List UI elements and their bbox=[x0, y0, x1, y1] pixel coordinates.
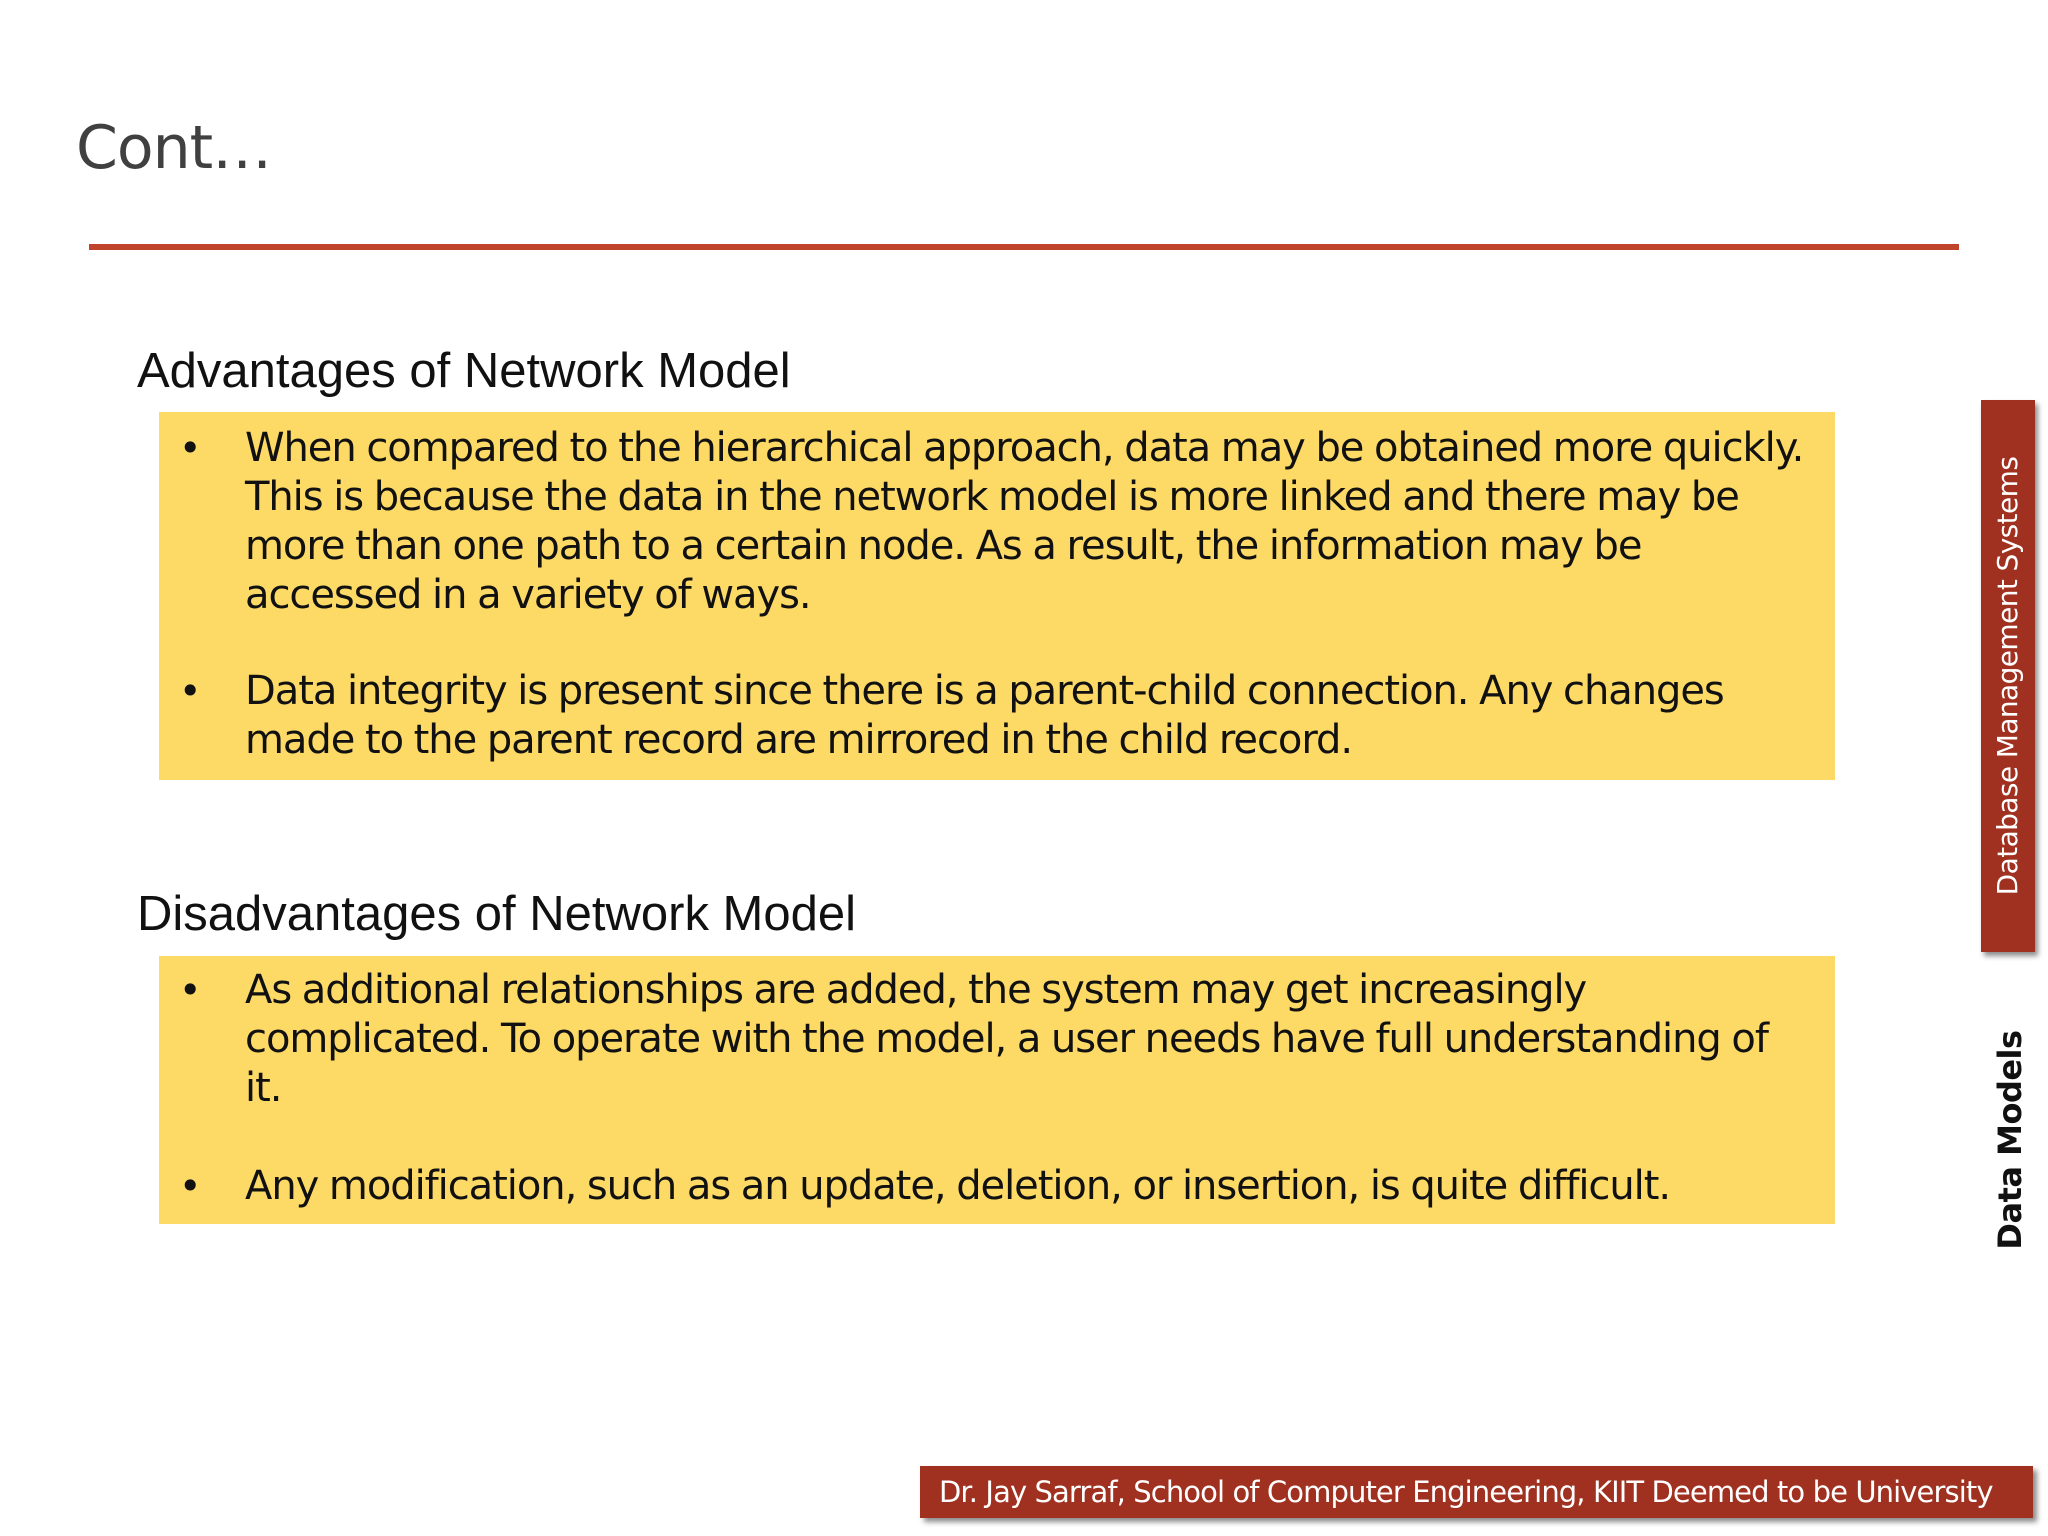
footer-credit-bar bbox=[920, 1466, 2033, 1518]
disadvantage-text-1: As additional relationships are added, the system may get increasingly complicated. To operate with the model, a user needs have full understanding of it. bbox=[245, 967, 1768, 1111]
advantages-heading: Advantages of Network Model bbox=[137, 344, 791, 398]
advantage-text-1: When compared to the hierarchical approach, data may be obtained more quickly. This is because the data in the network model is more linked and there may be more than one path to a certain node. As a result, the information may be accessed in a variety of ways. bbox=[245, 425, 1804, 618]
bullet-icon: • bbox=[179, 968, 202, 1012]
bullet-icon: • bbox=[179, 426, 202, 470]
advantage-text-2: Data integrity is present since there is a parent-child connection. Any changes made to the parent record are mirrored in the child record. bbox=[245, 668, 1724, 763]
course-side-tab bbox=[1981, 400, 2035, 952]
course-side-tab-label: Database Management Systems bbox=[1991, 456, 2024, 896]
disadvantages-box bbox=[159, 956, 1835, 1224]
topic-side-label: Data Models bbox=[1991, 1030, 2029, 1250]
slide-title: Cont… bbox=[76, 113, 272, 183]
disadvantage-text-2: Any modification, such as an update, deletion, or insertion, is quite difficult. bbox=[245, 1163, 1671, 1209]
advantages-box bbox=[159, 412, 1835, 780]
footer-credit-text: Dr. Jay Sarraf, School of Computer Engineering, KIIT Deemed to be University bbox=[939, 1475, 1993, 1509]
bullet-icon: • bbox=[179, 669, 202, 713]
bullet-icon: • bbox=[179, 1164, 202, 1208]
disadvantages-heading: Disadvantages of Network Model bbox=[137, 887, 857, 941]
title-divider bbox=[89, 244, 1959, 250]
